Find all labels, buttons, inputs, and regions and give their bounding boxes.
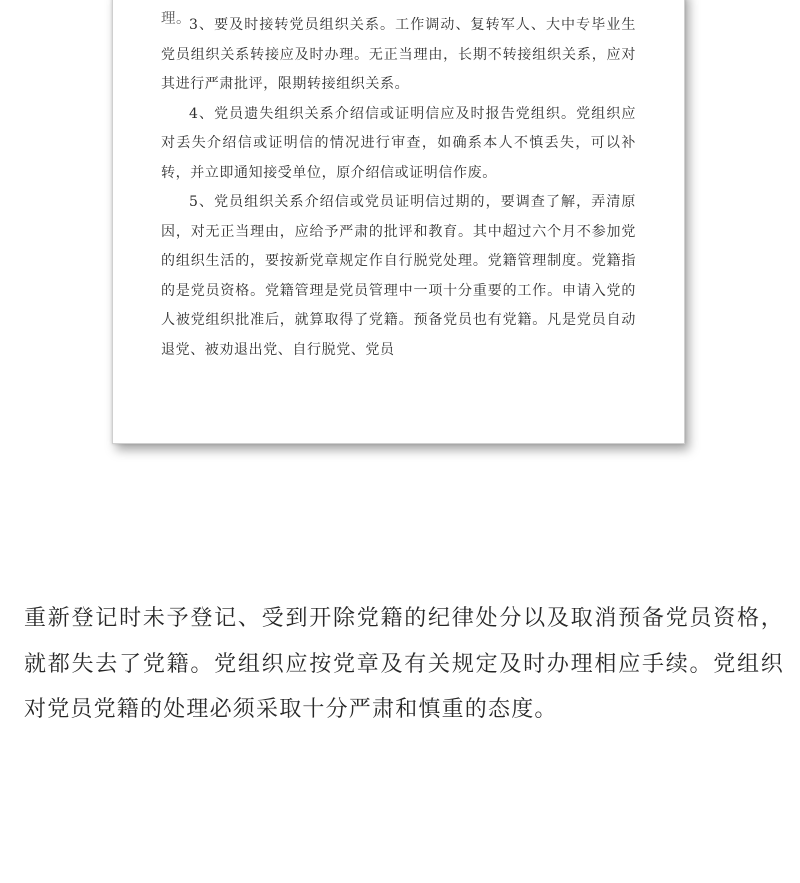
continuation-section	[24, 596, 784, 733]
clipped-top-line: 理。	[161, 11, 191, 27]
paragraph-3: 3、要及时接转党员组织关系。工作调动、复转军人、大中专毕业生党员组织关系转接应及时办理。无正当理由，长期不转接组织关系，应对其进行严肃批评，限期转接组织关系。	[161, 17, 636, 92]
document-page-preview	[112, 0, 685, 444]
document-body	[161, 11, 636, 365]
paragraph-5: 5、党员组织关系介绍信或党员证明信过期的，要调查了解，弄清原因，对无正当理由，应给予严肃的批评和教育。其中超过六个月不参加党的组织生活的，要按新党章规定作自行脱党处理。党籍管理制度。党籍指的是党员资格。党籍管理是党员管理中一项十分重要的工作。申请入党的人被党组织批准后，就算取得了党籍。预备党员也有党籍。凡是党员自动退党、被劝退出党、自行脱党、党员	[161, 194, 636, 358]
paragraph-4: 4、党员遗失组织关系介绍信或证明信应及时报告党组织。党组织应对丢失介绍信或证明信的情况进行审查，如确系本人不慎丢失，可以补转，并立即通知接受单位，原介绍信或证明信作废。	[161, 105, 636, 181]
continuation-paragraph: 重新登记时未予登记、受到开除党籍的纪律处分以及取消预备党员资格，就都失去了党籍。党组织应按党章及有关规定及时办理相应手续。党组织对党员党籍的处理必须采取十分严肃和慎重的态度。	[24, 606, 784, 722]
